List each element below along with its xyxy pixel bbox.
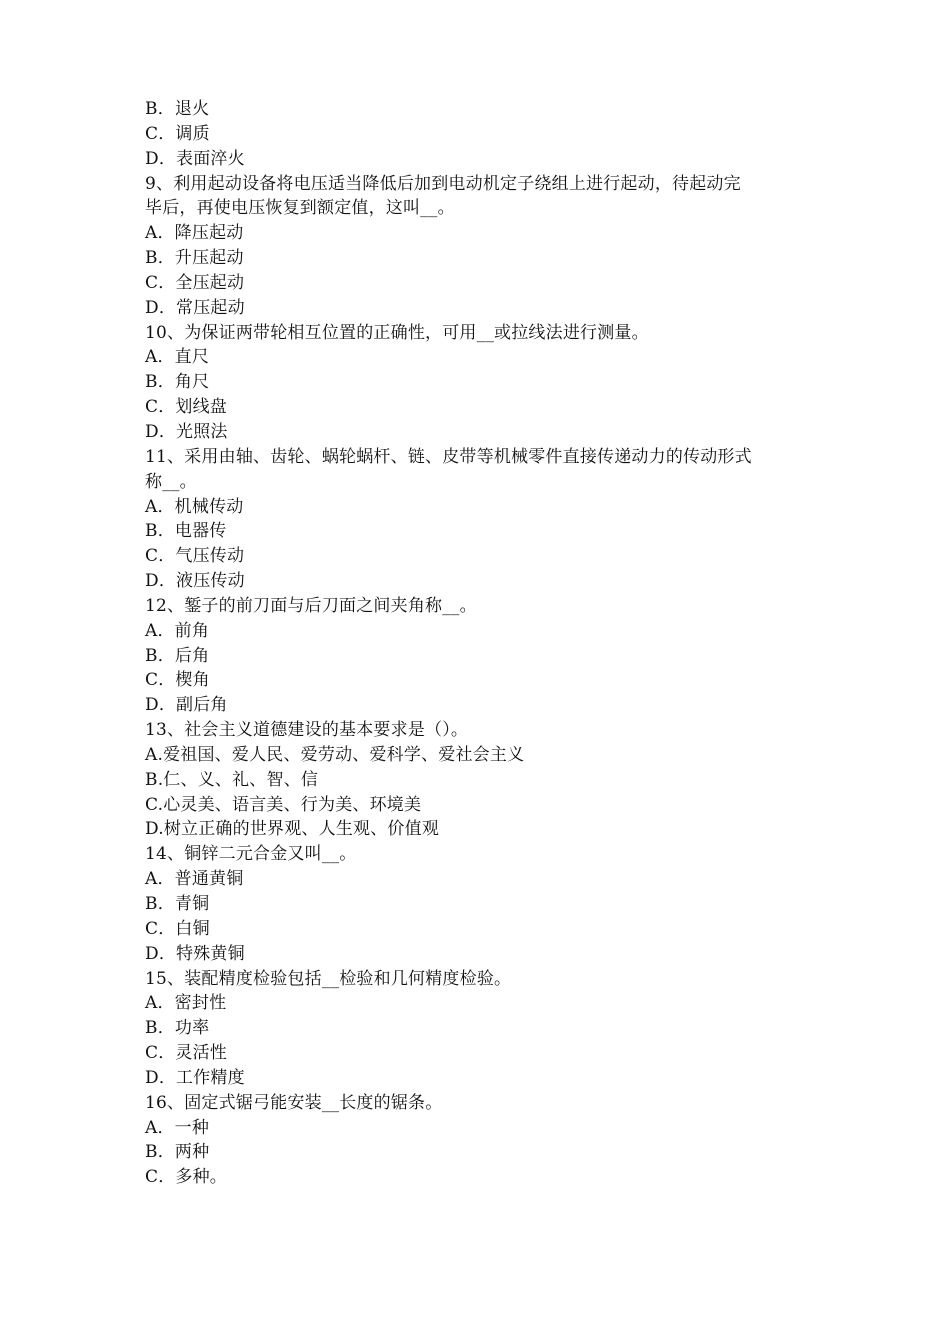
text-line: C．多种。 (145, 1167, 228, 1188)
question-16: 16、固定式锯弓能安装__长度的锯条。 (145, 1092, 443, 1113)
text-line: D．工作精度 (145, 1067, 245, 1088)
question-13: 13、社会主义道德建设的基本要求是（）。 (145, 720, 469, 741)
text-line: D．光照法 (145, 421, 228, 442)
text-line: A．普通黄铜 (145, 869, 244, 890)
text-line: D.树立正确的世界观、人生观、价值观 (145, 819, 440, 840)
text-line: A．降压起动 (145, 223, 244, 244)
text-line: A．机械传动 (145, 496, 244, 517)
text-line: A．密封性 (145, 993, 227, 1014)
text-line: D．特殊黄铜 (145, 943, 245, 964)
question-9-line-1: 9、利用起动设备将电压适当降低后加到电动机定子绕组上进行起动，待起动完 (145, 173, 741, 194)
question-9-line-2: 毕后，再使电压恢复到额定值，这叫__。 (145, 198, 455, 219)
text-line: C．全压起动 (145, 272, 245, 293)
text-line: C．划线盘 (145, 397, 228, 418)
text-line: B．两种 (145, 1142, 210, 1163)
text-line: B．电器传 (145, 521, 227, 542)
text-line: C．白铜 (145, 918, 210, 939)
text-line: C．调质 (145, 123, 210, 144)
text-line: D．副后角 (145, 695, 228, 716)
question-11-line-1: 11、采用由轴、齿轮、蜗轮蜗杆、链、皮带等机械零件直接传递动力的传动形式 (145, 446, 752, 467)
question-15: 15、装配精度检验包括__检验和几何精度检验。 (145, 968, 512, 989)
text-line: A．前角 (145, 620, 210, 641)
question-11-line-2: 称__。 (145, 471, 197, 492)
text-line: B．功率 (145, 1018, 210, 1039)
question-14: 14、铜锌二元合金又叫__。 (145, 844, 357, 865)
text-line: C．气压传动 (145, 546, 245, 567)
question-12: 12、錾子的前刀面与后刀面之间夹角称__。 (145, 595, 477, 616)
text-line: B．角尺 (145, 372, 210, 393)
question-10: 10、为保证两带轮相互位置的正确性，可用__或拉线法进行测量。 (145, 322, 649, 343)
text-line: A.爱祖国、爱人民、爱劳动、爱科学、爱社会主义 (145, 744, 525, 765)
text-line: B．升压起动 (145, 248, 244, 269)
text-line: C.心灵美、语言美、行为美、环境美 (145, 794, 422, 815)
text-line: A．一种 (145, 1117, 210, 1138)
text-line: C．灵活性 (145, 1043, 228, 1064)
text-line: A．直尺 (145, 347, 210, 368)
text-line: D．液压传动 (145, 571, 245, 592)
text-line: D．表面淬火 (145, 148, 245, 169)
text-line: D．常压起动 (145, 297, 245, 318)
text-line: B．退火 (145, 99, 210, 119)
text-line: C．楔角 (145, 670, 210, 691)
text-line: B．青铜 (145, 894, 210, 914)
question-text-block (145, 97, 825, 1190)
text-line: B.仁、义、礼、智、信 (145, 769, 319, 790)
text-line: B．后角 (145, 645, 210, 666)
